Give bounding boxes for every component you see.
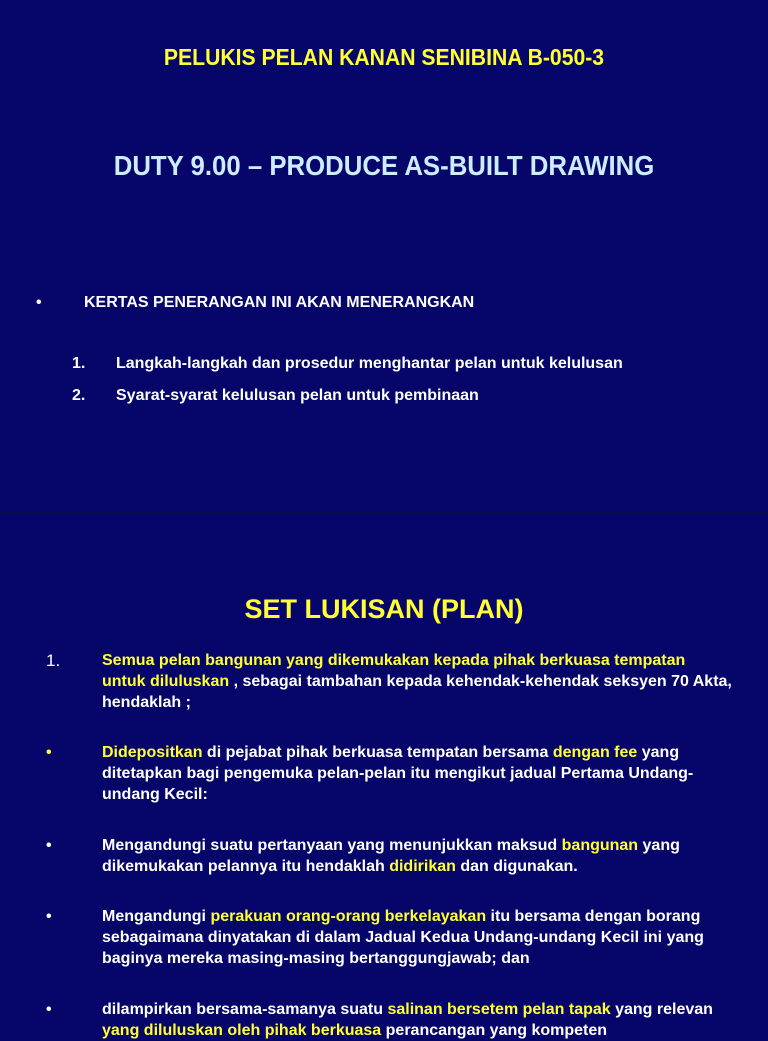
paragraph-text: yang ditetapkan bagi pengemuka pelan-pelan itu mengikut jadual Pertama Undang-undang Kecil: [102,744,694,803]
intro-text: KERTAS PENERANGAN INI AKAN MENERANGKAN [84,294,475,311]
section-title: SET LUKISAN (PLAN) [244,594,524,624]
highlight-text: yang diluluskan oleh pihak berkuasa [102,1022,382,1039]
paragraph-text: Mengandungi [102,908,211,925]
bullet-marker: • [36,294,42,311]
list-text: Langkah-langkah dan prosedur menghantar pelan untuk kelulusan [116,355,623,372]
highlight-text: dengan fee [552,744,638,761]
paragraph-body [102,650,732,713]
highlight-text: Didepositkan [102,744,203,761]
slide-1 [0,0,768,510]
highlight-text: bangunan [561,837,639,854]
highlight-text: Semua pelan bangunan yang dikemukakan kepada pihak berkuasa tempatan untuk diluluskan [102,652,686,690]
paragraph-body [102,835,732,877]
paragraph-body [102,906,732,969]
list-number: 1. [72,355,86,372]
paragraph-text: , sebagai tambahan kepada kehendak-kehendak seksyen 70 Akta, hendaklah ; [102,673,732,711]
paragraph-body [102,742,732,805]
bullet-marker: • [46,744,52,761]
list-text: Syarat-syarat kelulusan pelan untuk pembinaan [116,387,479,404]
slide-title: PELUKIS PELAN KANAN SENIBINA B-050-3 [163,44,605,70]
paragraph-number: 1. [46,651,61,670]
list-number: 2. [72,387,86,404]
highlight-text: salinan bersetem pelan tapak [387,1001,611,1018]
paragraph-text: dan digunakan. [455,858,578,875]
paragraph-text: yang dikemukakan pelannya itu hendaklah [102,837,680,875]
paragraph-body [102,999,732,1041]
bullet-marker: • [46,908,52,925]
paragraph-text: Mengandungi suatu pertanyaan yang menunjukkan maksud [102,837,562,854]
slide-subtitle: DUTY 9.00 – PRODUCE AS-BUILT DRAWING [113,150,655,181]
bullet-marker: • [46,837,52,854]
paragraph-text: di pejabat pihak berkuasa tempatan bersama [202,744,553,761]
bullet-marker: • [46,1001,52,1018]
paragraph-text: yang relevan [610,1001,713,1018]
paragraph-text: dilampirkan bersama-samanya suatu [102,1001,388,1018]
slide-2 [0,512,768,1039]
highlight-text: perakuan orang-orang berkelayakan [210,908,487,925]
paragraph-text: perancangan yang kompeten [381,1022,608,1039]
paragraph-text: itu bersama dengan borang sebagaimana dinyatakan di dalam Jadual Kedua Undang-undang Kecil ini yang baginya mereka masing-masing bertanggungjawab; dan [102,908,704,967]
highlight-text: didirikan [389,858,456,875]
